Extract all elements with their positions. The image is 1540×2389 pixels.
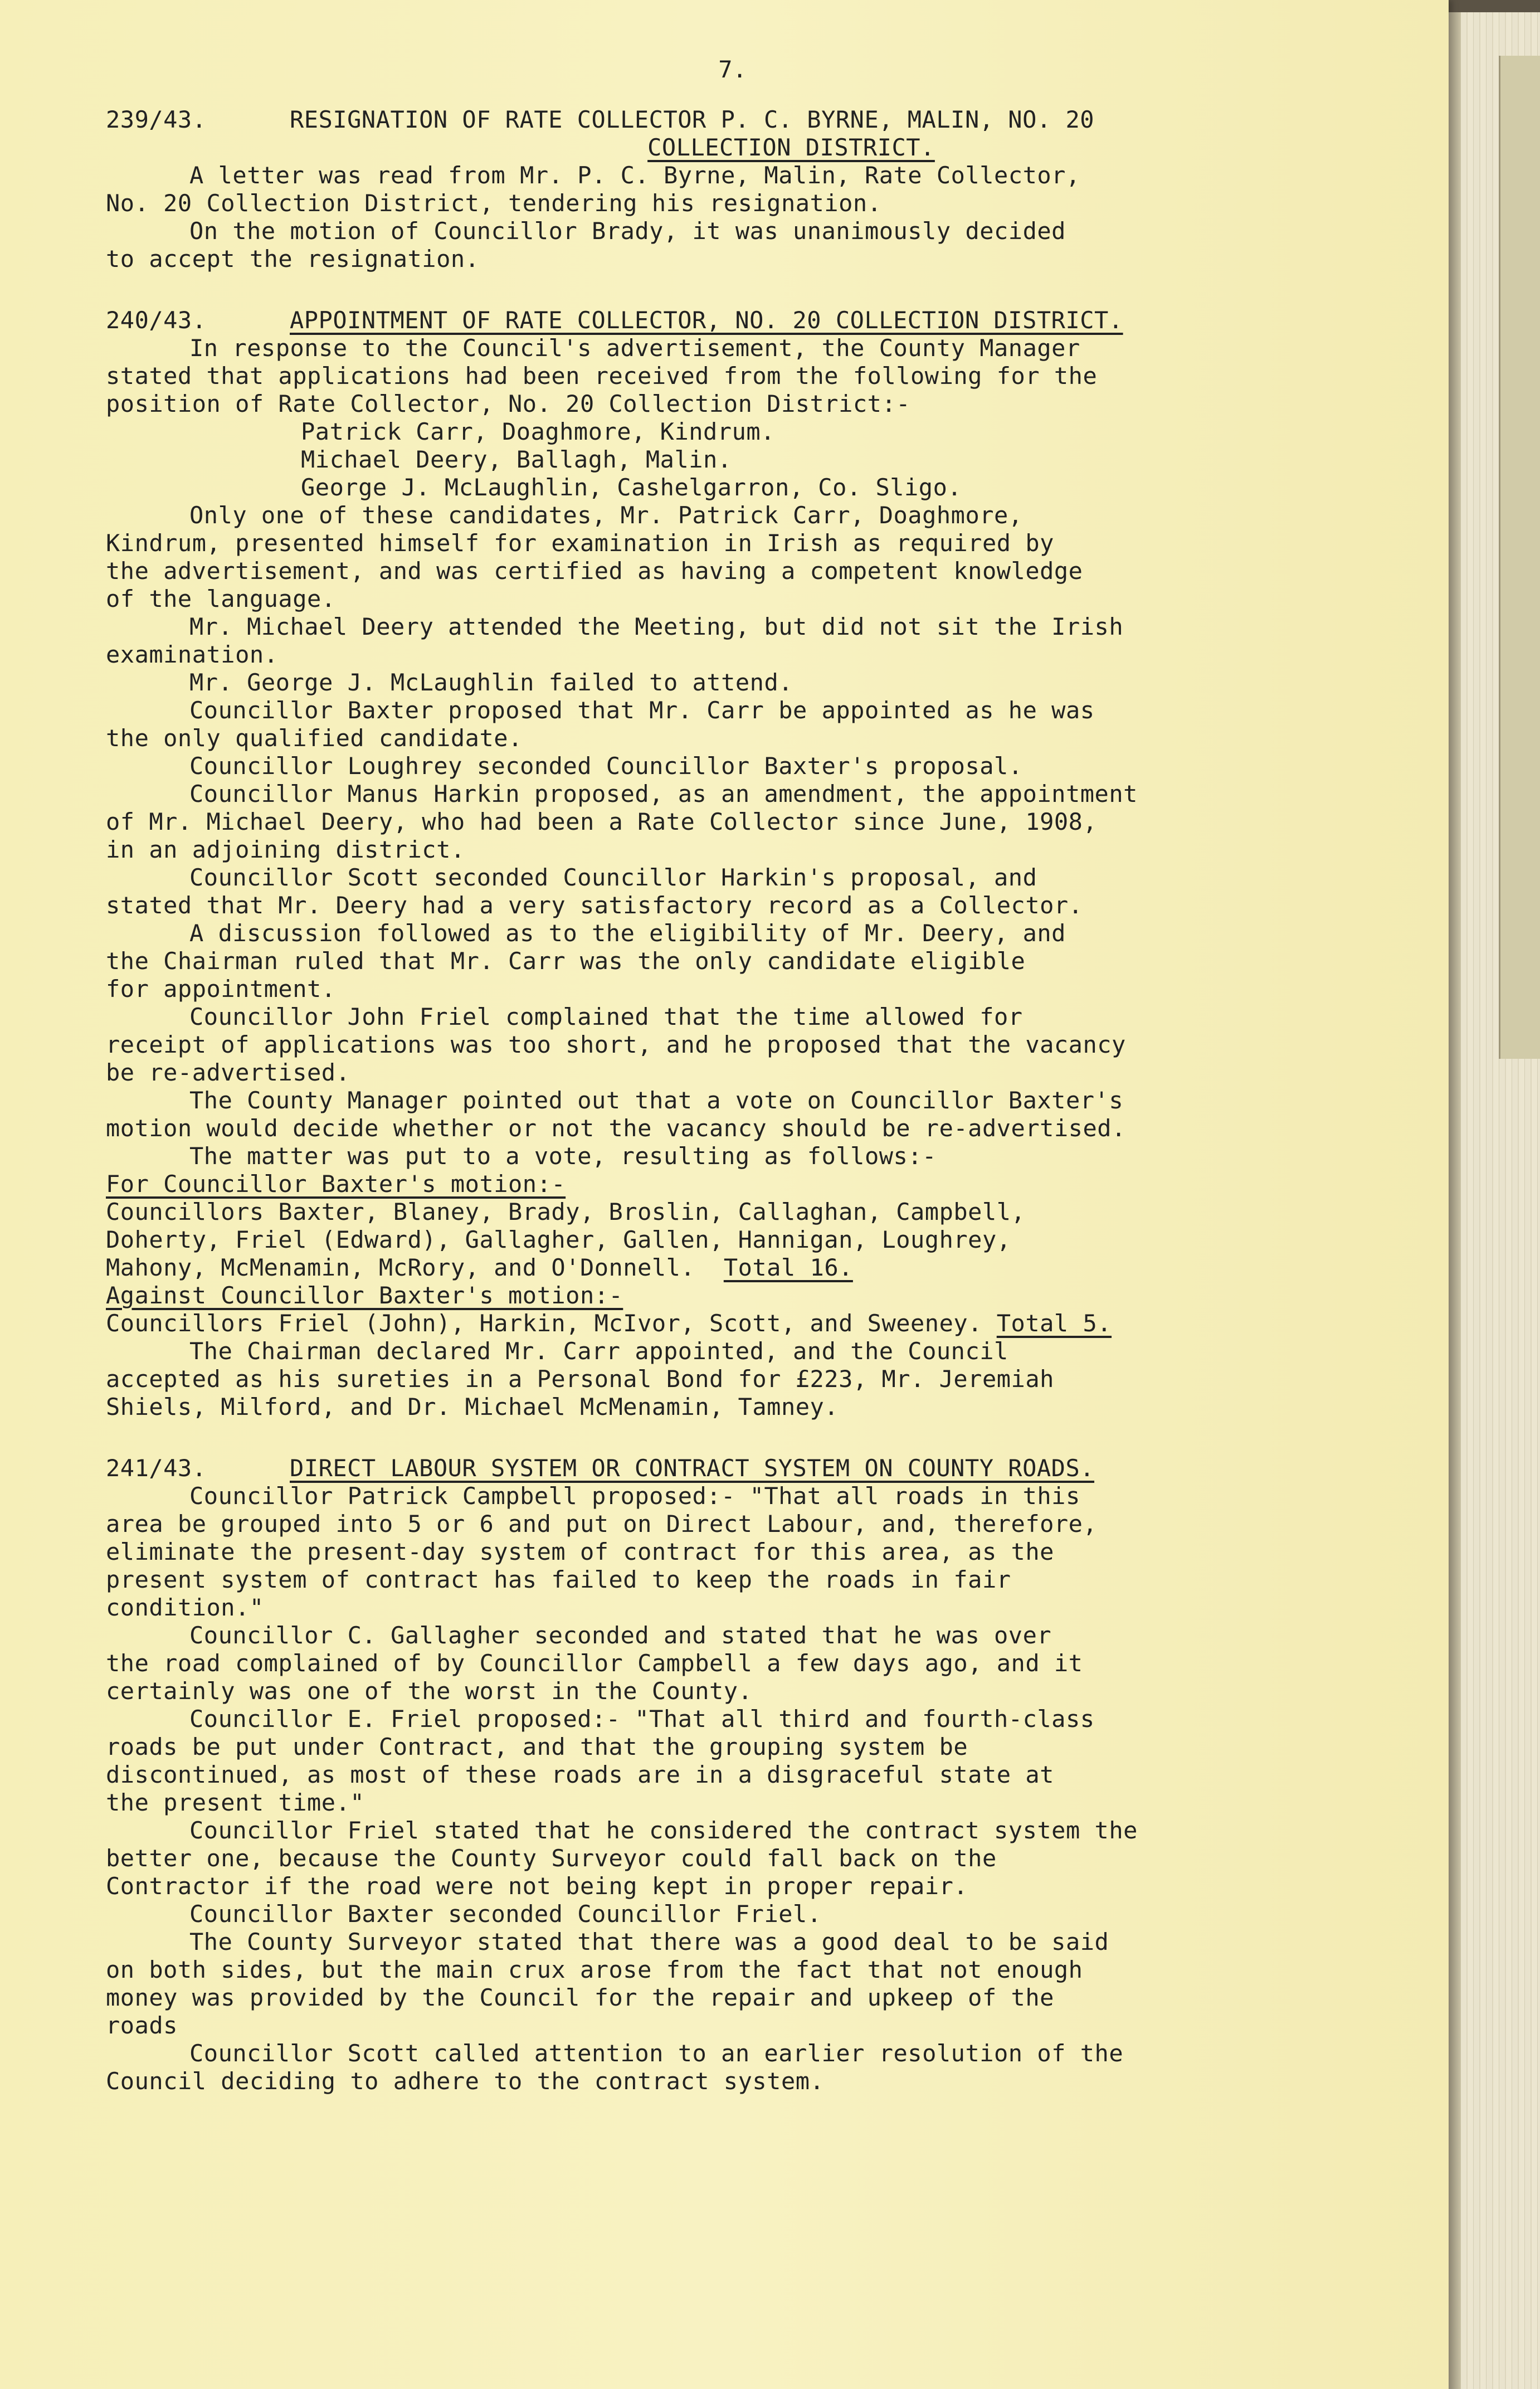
text-line: Councillors Baxter, Blaney, Brady, Broslin, Callaghan, Campbell, bbox=[106, 1198, 1026, 1225]
text-line: Councillor Baxter proposed that Mr. Carr be appointed as he was bbox=[189, 697, 1095, 724]
vote-total-for: Total 16. bbox=[723, 1254, 853, 1281]
text-line: receipt of applications was too short, and he proposed that the vacancy bbox=[106, 1031, 1126, 1058]
text-line: the road complained of by Councillor Campbell a few days ago, and it bbox=[106, 1650, 1083, 1677]
text-line: Councillor Loughrey seconded Councillor Baxter's proposal. bbox=[189, 752, 1023, 780]
text-line: The Chairman declared Mr. Carr appointed, and the Council bbox=[189, 1337, 1008, 1365]
text-line: position of Rate Collector, No. 20 Collection District:- bbox=[106, 390, 911, 417]
text-line: Councillor Patrick Campbell proposed:- "That all roads in this bbox=[189, 1482, 1080, 1510]
minute-item bbox=[106, 1454, 1293, 2095]
text-line: stated that applications had been received from the following for the bbox=[106, 362, 1098, 390]
binding-edge bbox=[1449, 12, 1461, 2389]
text-line: In response to the Council's advertisement, the County Manager bbox=[189, 334, 1080, 362]
text-line: Kindrum, presented himself for examination in Irish as required by bbox=[106, 529, 1054, 557]
item-number: 240/43. bbox=[106, 306, 207, 334]
text-line: The matter was put to a vote, resulting as follows:- bbox=[189, 1142, 937, 1170]
text-line: in an adjoining district. bbox=[106, 836, 465, 863]
text-line: Councillor Scott seconded Councillor Harkin's proposal, and bbox=[189, 864, 1037, 891]
text-line: Councillor C. Gallagher seconded and stated that he was over bbox=[189, 1622, 1052, 1649]
text-line: No. 20 Collection District, tendering his resignation. bbox=[106, 189, 882, 217]
text-line: Contractor if the road were not being kept in proper repair. bbox=[106, 1872, 968, 1900]
text-line: The County Surveyor stated that there was a good deal to be said bbox=[189, 1928, 1109, 1955]
item-number: 239/43. bbox=[106, 106, 207, 133]
text-line: A discussion followed as to the eligibility of Mr. Deery, and bbox=[189, 919, 1066, 947]
text-line: money was provided by the Council for the repair and upkeep of the bbox=[106, 1984, 1054, 2011]
text-line: present system of contract has failed to keep the roads in fair bbox=[106, 1566, 1011, 1593]
text-line: Mr. Michael Deery attended the Meeting, but did not sit the Irish bbox=[189, 613, 1124, 640]
text-line: Doherty, Friel (Edward), Gallagher, Gallen, Hannigan, Loughrey, bbox=[106, 1226, 1011, 1253]
text-line: Councillors Friel (John), Harkin, McIvor, Scott, and Sweeney. Total 5. bbox=[106, 1310, 1112, 1337]
text-line: Mr. George J. McLaughlin failed to attend. bbox=[189, 669, 793, 696]
item-number: 241/43. bbox=[106, 1454, 207, 1482]
text-line: Councillor Manus Harkin proposed, as an amendment, the appointment bbox=[189, 780, 1138, 807]
text-line: roads be put under Contract, and that the grouping system be bbox=[106, 1733, 968, 1760]
text-line: be re-advertised. bbox=[106, 1059, 350, 1086]
text-line: Mahony, McMenamin, McRory, and O'Donnell. Total 16. bbox=[106, 1254, 853, 1281]
vote-for-heading: For Councillor Baxter's motion:- bbox=[106, 1170, 566, 1198]
text-line: the Chairman ruled that Mr. Carr was the only candidate eligible bbox=[106, 947, 1026, 975]
item-title: APPOINTMENT OF RATE COLLECTOR, NO. 20 COLLECTION DISTRICT. bbox=[290, 306, 1123, 334]
text-line: for appointment. bbox=[106, 975, 336, 1003]
text-line: of the language. bbox=[106, 585, 336, 612]
text-line: the advertisement, and was certified as having a competent knowledge bbox=[106, 557, 1083, 585]
text-line: of Mr. Michael Deery, who had been a Rate Collector since June, 1908, bbox=[106, 808, 1098, 835]
text-line: motion would decide whether or not the vacancy should be re-advertised. bbox=[106, 1115, 1126, 1142]
text-line: stated that Mr. Deery had a very satisfactory record as a Collector. bbox=[106, 892, 1083, 919]
applicant: Patrick Carr, Doaghmore, Kindrum. bbox=[301, 418, 775, 445]
page-number: 7. bbox=[718, 56, 747, 83]
text-line: Shiels, Milford, and Dr. Michael McMenamin, Tamney. bbox=[106, 1393, 839, 1420]
text-line: Councillor John Friel complained that the time allowed for bbox=[189, 1003, 1023, 1030]
text-line: certainly was one of the worst in the County. bbox=[106, 1677, 753, 1705]
minute-item bbox=[106, 106, 1293, 273]
text-line: better one, because the County Surveyor could fall back on the bbox=[106, 1845, 997, 1872]
text-line: discontinued, as most of these roads are in a disgraceful state at bbox=[106, 1761, 1054, 1788]
text-line: accepted as his sureties in a Personal Bond for £223, Mr. Jeremiah bbox=[106, 1365, 1054, 1393]
applicant: George J. McLaughlin, Cashelgarron, Co. Sligo. bbox=[301, 474, 962, 501]
text-line: the only qualified candidate. bbox=[106, 724, 523, 752]
vote-against-heading: Against Councillor Baxter's motion:- bbox=[106, 1282, 623, 1309]
text-line: on both sides, but the main crux arose from the fact that not enough bbox=[106, 1956, 1083, 1983]
text-line: Councillor E. Friel proposed:- "That all third and fourth-class bbox=[189, 1705, 1095, 1733]
vote-total-against: Total 5. bbox=[996, 1310, 1112, 1337]
minutes-text bbox=[106, 56, 1293, 2129]
text-line: Only one of these candidates, Mr. Patrick Carr, Doaghmore, bbox=[189, 502, 1023, 529]
text-line: to accept the resignation. bbox=[106, 245, 480, 273]
minute-item bbox=[106, 306, 1293, 1421]
applicant: Michael Deery, Ballagh, Malin. bbox=[301, 446, 732, 473]
text-line: Councillor Friel stated that he considered the contract system the bbox=[189, 1817, 1138, 1844]
folder-tab bbox=[1499, 56, 1540, 1059]
text-line: condition." bbox=[106, 1594, 264, 1621]
item-title: DIRECT LABOUR SYSTEM OR CONTRACT SYSTEM ON COUNTY ROADS. bbox=[290, 1454, 1095, 1482]
text-line: the present time." bbox=[106, 1789, 365, 1816]
text-line: examination. bbox=[106, 641, 279, 668]
text-line: eliminate the present-day system of contract for this area, as the bbox=[106, 1538, 1054, 1565]
item-title: RESIGNATION OF RATE COLLECTOR P. C. BYRNE, MALIN, NO. 20 COLLECTION DISTRICT. bbox=[290, 106, 1095, 161]
text-line: Councillor Baxter seconded Councillor Friel. bbox=[189, 1900, 822, 1928]
text-line: On the motion of Councillor Brady, it was unanimously decided bbox=[189, 217, 1066, 245]
text-line: A letter was read from Mr. P. C. Byrne, Malin, Rate Collector, bbox=[189, 162, 1080, 189]
text-line: roads bbox=[106, 2012, 178, 2039]
text-line: Council deciding to adhere to the contract system. bbox=[106, 2067, 825, 2095]
text-line: The County Manager pointed out that a vote on Councillor Baxter's bbox=[189, 1087, 1124, 1114]
text-line: Councillor Scott called attention to an earlier resolution of the bbox=[189, 2040, 1124, 2067]
text-line: area be grouped into 5 or 6 and put on Direct Labour, and, therefore, bbox=[106, 1510, 1098, 1537]
